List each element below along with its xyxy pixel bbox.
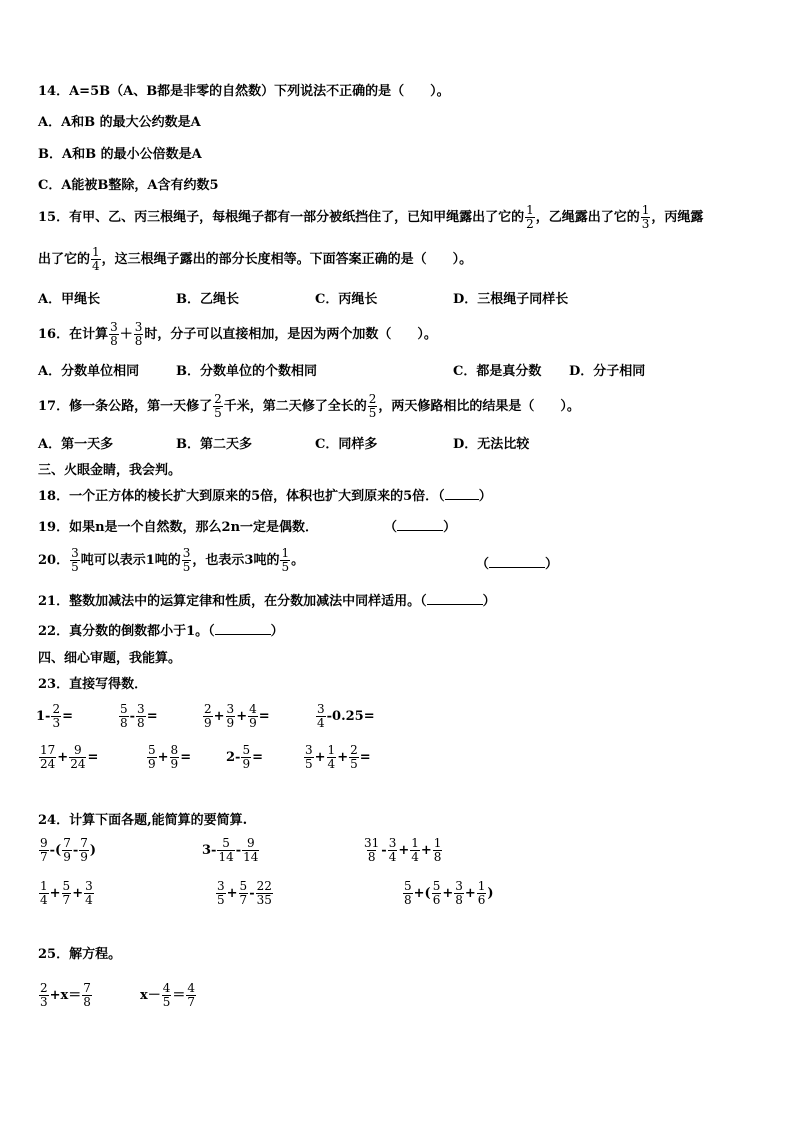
fraction: $\frac{4}{9}$ (249, 702, 257, 730)
q20: 20． $\frac{3}{5}$ 吨可以表示1吨的 $\frac{3}{5}$ ，也表示3吨的 $\frac{1}{5}$ 。 (38, 546, 305, 574)
q23-expr-1: 1- $\frac{2}{3}$ = (36, 702, 73, 730)
fraction: $\frac{3}{4}$ (317, 702, 325, 730)
fraction: $\frac{4}{5}$ (162, 981, 171, 1009)
q18: 18．一个正方体的棱长扩大到原来的5倍，体积也扩大到原来的5倍．（ ） (38, 489, 492, 504)
q16-text: 时，分子可以直接相加，是因为两个加数（ ）。 (144, 326, 437, 342)
q24-expr-6: $\frac{5}{8}$ +( $\frac{5}{6}$ + $\frac{3}{8}$ + $\frac{1}{6}$ ) (404, 879, 494, 907)
q24-expr-1: $\frac{9}{7}$ -( $\frac{7}{9}$ - $\frac{7}{9}$ ) (40, 836, 97, 864)
answer-blank[interactable] (397, 530, 443, 531)
q24-title: 24．计算下面各题,能简算的要简算. (38, 813, 248, 828)
fraction: $\frac{31}{8}$ (364, 836, 380, 864)
q25-title: 25．解方程。 (38, 947, 122, 962)
q14-stem: 14．A=5B（A、B都是非零的自然数）下列说法不正确的是（ ）。 (38, 84, 450, 99)
fraction: $\frac{1}{6}$ (477, 879, 486, 907)
fraction: $\frac{2}{5}$ (214, 392, 222, 420)
answer-blank[interactable] (427, 604, 483, 605)
q24-expr-2: 3- $\frac{5}{14}$ - $\frac{9}{14}$ (202, 836, 259, 864)
fraction: $\frac{5}{7}$ (62, 879, 71, 907)
q23-expr-2: $\frac{5}{8}$ - $\frac{3}{8}$ = (120, 702, 158, 730)
q15-text: ，丙绳露 (651, 209, 704, 225)
q15-option-a: A．甲绳长 (38, 292, 101, 307)
q17-option-d: D．无法比较 (453, 437, 530, 452)
section-4-heading: 四、细心审题，我能算。 (38, 651, 182, 666)
answer-blank[interactable] (215, 634, 271, 635)
q15-option-b: B．乙绳长 (176, 292, 239, 307)
q16-option-c: C．都是真分数 (453, 364, 542, 379)
q20-answer: （ ） (476, 557, 559, 572)
section-3-heading: 三、火眼金睛，我会判。 (38, 463, 182, 478)
q25-equation-1: $\frac{2}{3}$ +x＝ $\frac{7}{8}$ (40, 981, 91, 1009)
fraction: $\frac{5}{9}$ (148, 743, 156, 771)
fraction: $\frac{17}{24}$ (40, 743, 56, 771)
q25-equation-2: x－ $\frac{4}{5}$ ＝ $\frac{4}{7}$ (140, 981, 196, 1009)
q16-option-b: B．分数单位的个数相同 (176, 364, 317, 379)
q16-option-d: D．分子相同 (569, 364, 646, 379)
q14-option-c: C．A能被B整除，A含有约数5 (38, 178, 219, 193)
q17-text: ，两天修路相比的结果是（ ）。 (378, 398, 580, 414)
fraction: $\frac{5}{6}$ (432, 879, 441, 907)
q19: 19．如果n是一个自然数，那么2n一定是偶数． （ ） (38, 520, 457, 535)
q15-stem-line1 (38, 204, 703, 231)
fraction: $\frac{3}{4}$ (85, 879, 93, 907)
q15-option-c: C．丙绳长 (315, 292, 378, 307)
fraction: $\frac{3}{5}$ (182, 546, 191, 574)
fraction: $\frac{3}{9}$ (226, 702, 235, 730)
fraction: $\frac{3}{8}$ (137, 702, 145, 730)
q16-option-a: A．分数单位相同 (38, 364, 140, 379)
fraction: $\frac{4}{7}$ (187, 981, 196, 1009)
fraction: $\frac{7}{9}$ (80, 836, 88, 864)
fraction: $\frac{2}{9}$ (204, 702, 212, 730)
fraction: $\frac{1}{4}$ (327, 743, 336, 771)
fraction: $\frac{9}{14}$ (243, 836, 259, 864)
fraction: $\frac{1}{4}$ (92, 245, 100, 273)
fraction: $\frac{1}{3}$ (641, 203, 650, 231)
fraction: $\frac{1}{4}$ (411, 836, 419, 864)
q15-option-d: D．三根绳子同样长 (453, 292, 569, 307)
q15-stem-line2 (38, 246, 472, 273)
fraction: $\frac{3}{8}$ (110, 320, 118, 348)
q22: 22．真分数的倒数都小于1。（ ） (38, 624, 284, 639)
fraction: $\frac{3}{5}$ (217, 879, 225, 907)
q23-title: 23．直接写得数． (38, 677, 148, 692)
fraction: $\frac{2}{3}$ (40, 981, 48, 1009)
fraction: $\frac{1}{2}$ (526, 203, 534, 231)
q16-text: 16．在计算 (38, 326, 109, 342)
fraction: $\frac{2}{3}$ (52, 702, 61, 730)
fraction: $\frac{3}{5}$ (305, 743, 313, 771)
q24-expr-5: $\frac{3}{5}$ + $\frac{5}{7}$ - $\frac{22}{35}$ (217, 879, 272, 907)
q23-expr-5: $\frac{17}{24}$ + $\frac{9}{24}$ = (40, 743, 99, 771)
fraction: $\frac{5}{9}$ (242, 743, 251, 771)
q23-expr-7: 2- $\frac{5}{9}$ = (226, 743, 263, 771)
fraction: $\frac{9}{7}$ (40, 836, 48, 864)
fraction: $\frac{3}{8}$ (455, 879, 463, 907)
q24-expr-3: $\frac{31}{8}$ - $\frac{3}{4}$ + $\frac{1}{4}$ + $\frac{1}{8}$ (364, 836, 442, 864)
fraction: $\frac{7}{8}$ (83, 981, 91, 1009)
q17-text: 17．修一条公路，第一天修了 (38, 398, 213, 414)
q23-expr-4: $\frac{3}{4}$ -0.25= (317, 702, 375, 730)
fraction: $\frac{3}{8}$ (134, 320, 143, 348)
fraction: $\frac{2}{5}$ (350, 743, 358, 771)
q23-expr-3: $\frac{2}{9}$ + $\frac{3}{9}$ + $\frac{4}{9}$ = (204, 702, 270, 730)
fraction: $\frac{5}{14}$ (218, 836, 234, 864)
q21: 21．整数加减法中的运算定律和性质，在分数加减法中同样适用。（ ） (38, 594, 496, 609)
q17-option-a: A．第一天多 (38, 437, 114, 452)
fraction: $\frac{9}{24}$ (70, 743, 86, 771)
fraction: $\frac{1}{8}$ (433, 836, 442, 864)
q16-stem (38, 321, 437, 348)
fraction: $\frac{2}{5}$ (368, 392, 377, 420)
plus-sign: ＋ (119, 326, 133, 342)
fraction: $\frac{3}{5}$ (71, 546, 79, 574)
q15-text: ，乙绳露出了它的 (535, 209, 640, 225)
fraction: $\frac{5}{8}$ (120, 702, 128, 730)
answer-blank[interactable] (489, 567, 545, 568)
q23-expr-6: $\frac{5}{9}$ + $\frac{8}{9}$ = (148, 743, 192, 771)
q15-text: ，这三根绳子露出的部分长度相等。下面答案正确的是（ ）。 (101, 251, 473, 267)
q17-text: 千米，第二天修了全长的 (223, 398, 367, 414)
q17-option-c: C．同样多 (315, 437, 378, 452)
fraction: $\frac{5}{8}$ (404, 879, 412, 907)
q14-option-a: A．A和B 的最大公约数是A (38, 115, 201, 130)
fraction: $\frac{1}{4}$ (40, 879, 48, 907)
fraction: $\frac{7}{9}$ (63, 836, 71, 864)
q17-option-b: B．第二天多 (176, 437, 252, 452)
fraction: $\frac{5}{7}$ (239, 879, 248, 907)
q15-text: 出了它的 (38, 251, 91, 267)
q17-stem (38, 393, 580, 420)
fraction: $\frac{22}{35}$ (256, 879, 272, 907)
fraction: $\frac{8}{9}$ (170, 743, 179, 771)
fraction: $\frac{3}{4}$ (388, 836, 397, 864)
q15-text: 15．有甲、乙、丙三根绳子，每根绳子都有一部分被纸挡住了，已知甲绳露出了它的 (38, 209, 525, 225)
q23-expr-8: $\frac{3}{5}$ + $\frac{1}{4}$ + $\frac{2}{5}$ = (305, 743, 371, 771)
q14-option-b: B．A和B 的最小公倍数是A (38, 147, 202, 162)
fraction: $\frac{1}{5}$ (281, 546, 290, 574)
answer-blank[interactable] (445, 499, 479, 500)
q24-expr-4: $\frac{1}{4}$ + $\frac{5}{7}$ + $\frac{3}{4}$ (40, 879, 93, 907)
